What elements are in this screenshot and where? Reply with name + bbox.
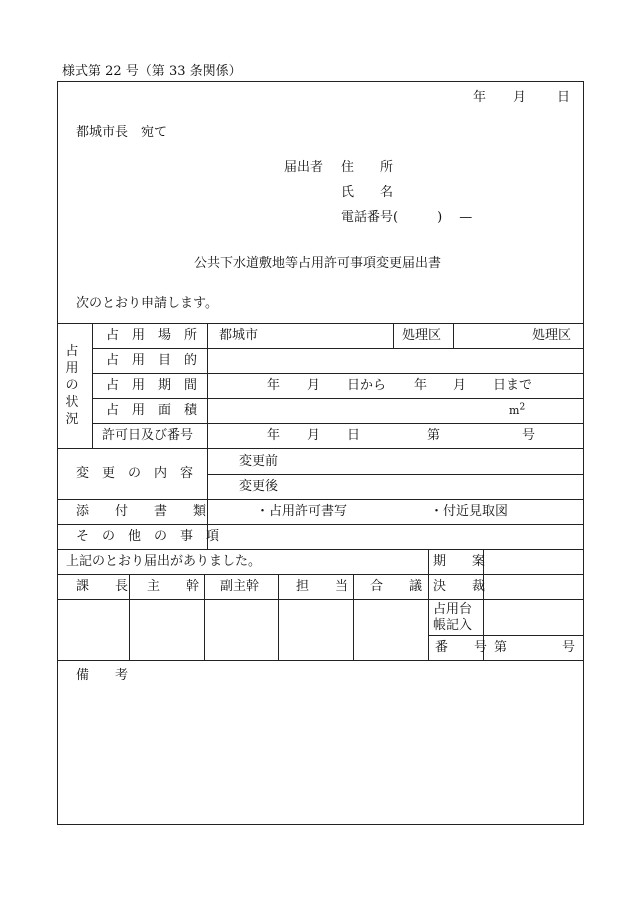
form-frame (57, 81, 584, 825)
period-to-year: 年 (414, 378, 428, 393)
role-consultation: 合 議 (370, 579, 423, 594)
change-before-label: 変更前 (239, 454, 279, 469)
role-chief: 主 幹 (147, 579, 200, 594)
form-number: 様式第 22 号（第 33 条関係） (62, 64, 242, 79)
remarks-label: 備 考 (76, 668, 129, 683)
area-label: 占 用 面 積 (106, 403, 198, 418)
role-deputy-chief: 副主幹 (220, 579, 260, 594)
addressee: 都城市長 宛て (76, 125, 168, 140)
change-after-label: 変更後 (239, 479, 279, 494)
permit-no-suffix: 号 (522, 428, 536, 443)
received-text: 上記のとおり届出がありました。 (66, 554, 262, 569)
permit-label: 許可日及び番号 (102, 428, 194, 443)
form-title: 公共下水道敷地等占用許可事項変更届出書 (194, 256, 442, 271)
change-label: 変 更 の 内 容 (76, 466, 194, 481)
period-from-month: 月 (307, 378, 321, 393)
date-year: 年 (473, 90, 487, 105)
occupancy-side-label: 占 用 の 状 況 (65, 344, 79, 427)
period-label: 占 用 期 間 (106, 378, 198, 393)
permit-no-prefix: 第 (427, 428, 441, 443)
date-month: 月 (513, 90, 527, 105)
attachment-site-map: ・付近見取図 (430, 504, 509, 519)
ledger-label-2: 帳記入 (433, 618, 473, 633)
address-label: 住 所 (341, 160, 394, 175)
kian-label: 期 案 (433, 554, 486, 569)
district-suffix: 処理区 (532, 328, 572, 343)
place-label: 占 用 場 所 (106, 328, 198, 343)
area-unit: $m^2$ (509, 402, 526, 417)
place-value: 都城市 (219, 328, 259, 343)
date-day: 日 (557, 90, 571, 105)
number-suffix: 号 (562, 640, 576, 655)
role-staff: 担 当 (296, 579, 349, 594)
period-from-day: 日から (347, 378, 387, 393)
role-section-chief: 課 長 (76, 579, 129, 594)
district-label: 処理区 (402, 328, 442, 343)
attachments-label: 添 付 書 類 (76, 504, 207, 519)
other-label: そ の 他 の 事 項 (76, 529, 220, 544)
permit-month: 月 (307, 428, 321, 443)
permit-day: 日 (347, 428, 361, 443)
purpose-label: 占 用 目 的 (106, 353, 198, 368)
permit-year: 年 (267, 428, 281, 443)
number-prefix: 第 (494, 640, 508, 655)
phone-label: 電話番号( ) — (341, 210, 473, 225)
period-to-month: 月 (453, 378, 467, 393)
name-label: 氏 名 (341, 185, 394, 200)
intro-text: 次のとおり申請します。 (76, 296, 218, 311)
number-label: 番 号 (435, 640, 488, 655)
period-to-day: 日まで (493, 378, 533, 393)
attachment-permit-copy: ・占用許可書写 (256, 504, 348, 519)
period-from-year: 年 (267, 378, 281, 393)
ledger-label-1: 占用台 (433, 602, 473, 617)
kessai-label: 決 裁 (433, 579, 486, 594)
applicant-label: 届出者 (284, 160, 324, 175)
